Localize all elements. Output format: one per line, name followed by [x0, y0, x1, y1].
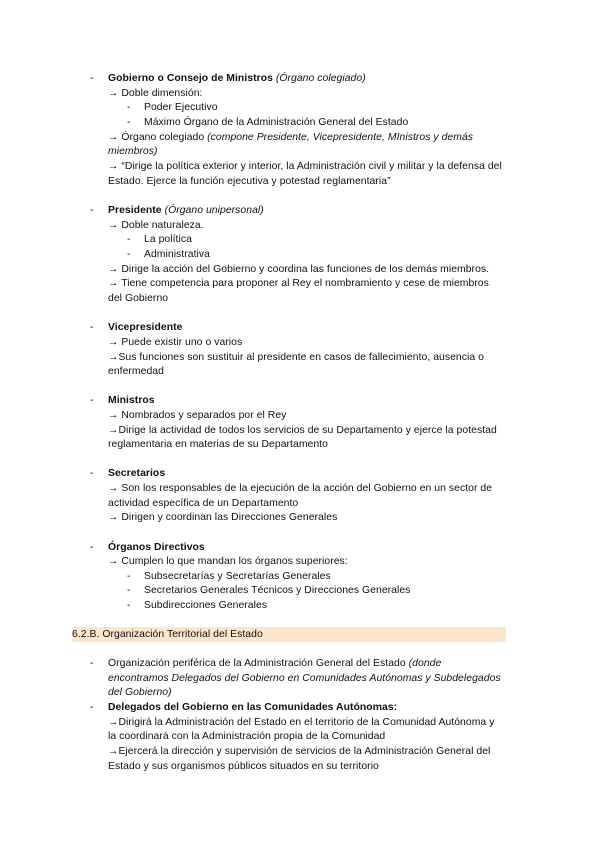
gobierno-line3b: Estado. Ejerce la función ejecutiva y potestad reglamentaria” — [108, 176, 391, 187]
territorial-item1-text: Organización periférica de la Administración General del Estado — [108, 658, 406, 669]
presidente-title-line — [108, 204, 264, 217]
territorial-item1-line — [108, 657, 441, 670]
organos-sub2: Secretarios Generales Técnicos y Direcciones Generales — [144, 585, 411, 596]
gobierno-line2-note-cont: miembros) — [108, 146, 158, 157]
ministros-line1: → Nombrados y separados por el Rey — [108, 410, 287, 421]
gobierno-line1: → Doble dimensión: — [108, 88, 203, 99]
bullet-dash: - — [90, 658, 94, 669]
vicepresidente-line1: → Puede existir uno o varios — [108, 337, 243, 348]
bullet-dash: - — [90, 702, 94, 713]
sub-bullet-dash: - — [127, 585, 131, 596]
bullet-dash: - — [90, 73, 94, 84]
presidente-line1: → Doble naturaleza. — [108, 220, 204, 231]
vicepresidente-title: Vicepresidente — [108, 322, 183, 333]
vicepresidente-line2b: enfermedad — [108, 366, 164, 377]
bullet-dash: - — [90, 395, 94, 406]
organos-sub1: Subsecretarías y Secretarías Generales — [144, 571, 331, 582]
territorial-item2-line2b: Estado y sus organismos públicos situados en su territorio — [108, 761, 379, 772]
organos-title: Órganos Directivos — [108, 542, 205, 553]
ministros-line2a: →Dirige la actividad de todos los servicios de su Departamento y ejerce la potestad — [108, 425, 497, 436]
sub-bullet-dash: - — [127, 102, 131, 113]
presidente-line3b: del Gobierno — [108, 293, 169, 304]
bullet-dash: - — [90, 468, 94, 479]
territorial-item1-note-b: encontramos Delegados del Gobierno en Comunidades Autónomas y Subdelegados — [108, 673, 501, 684]
territorial-item2-line2a: →Ejercerá la dirección y supervisión de servicios de la Administración General del — [108, 746, 491, 757]
gobierno-line3a: → “Dirige la política exterior y interior, la Administración civil y militar y la defensa del — [108, 161, 502, 172]
gobierno-title-note: (Órgano colegiado) — [275, 73, 366, 84]
secretarios-line1a: → Son los responsables de la ejecución de la acción del Gobierno en un sector de — [108, 483, 493, 494]
presidente-title-note: (Órgano unipersonal) — [164, 205, 264, 216]
sub-bullet-dash: - — [127, 249, 131, 260]
territorial-item2-line1a: →Dirigirá la Administración del Estado en el territorio de la Comunidad Autónoma y — [108, 717, 495, 728]
presidente-line2: → Dirige la acción del Gobierno y coordina las funciones de los demás miembros. — [108, 264, 490, 275]
vicepresidente-line2a: →Sus funciones son sustituir al presidente en casos de fallecimiento, ausencia o — [108, 352, 484, 363]
gobierno-sub2: Máximo Órgano de la Administración General del Estado — [144, 117, 409, 128]
sub-bullet-dash: - — [127, 600, 131, 611]
territorial-item2-title: Delegados del Gobierno en las Comunidades Autónomas: — [108, 702, 398, 713]
secretarios-line1b: actividad específica de un Departamento — [108, 498, 299, 509]
gobierno-sub1: Poder Ejecutivo — [144, 102, 218, 113]
organos-sub3: Subdirecciones Generales — [144, 600, 268, 611]
section-heading: 6.2.B. Organización Territorial del Estado — [72, 629, 263, 640]
bullet-dash: - — [90, 322, 94, 333]
sub-bullet-dash: - — [127, 234, 131, 245]
gobierno-line2-note: (compone Presidente, Vicepresidente, MInistros y demás — [207, 132, 474, 143]
presidente-sub2: Administrativa — [144, 249, 210, 260]
bullet-dash: - — [90, 205, 94, 216]
gobierno-title-line — [108, 72, 366, 85]
territorial-item1-note-c: del Gobierno) — [108, 687, 172, 698]
gobierno-line2-text: → Órgano colegiado — [108, 132, 205, 143]
secretarios-title: Secretarios — [108, 468, 166, 479]
territorial-item2-line1b: la coordinará con la Administración propia de la Comunidad — [108, 731, 386, 742]
ministros-title: Ministros — [108, 395, 155, 406]
secretarios-line2: → Dirigen y coordinan las Direcciones Generales — [108, 512, 338, 523]
sub-bullet-dash: - — [127, 117, 131, 128]
presidente-sub1: La política — [144, 234, 192, 245]
bullet-dash: - — [90, 542, 94, 553]
presidente-line3a: → Tiene competencia para proponer al Rey el nombramiento y cese de miembros — [108, 278, 489, 289]
ministros-line2b: reglamentaria en materias de su Departamento — [108, 439, 328, 450]
sub-bullet-dash: - — [127, 571, 131, 582]
gobierno-title: Gobierno o Consejo de Ministros — [108, 73, 273, 84]
presidente-title: Presidente — [108, 205, 162, 216]
organos-line1: → Cumplen lo que mandan los órganos superiores: — [108, 556, 348, 567]
territorial-item1-note: (donde — [408, 658, 442, 669]
gobierno-line2 — [108, 131, 473, 144]
